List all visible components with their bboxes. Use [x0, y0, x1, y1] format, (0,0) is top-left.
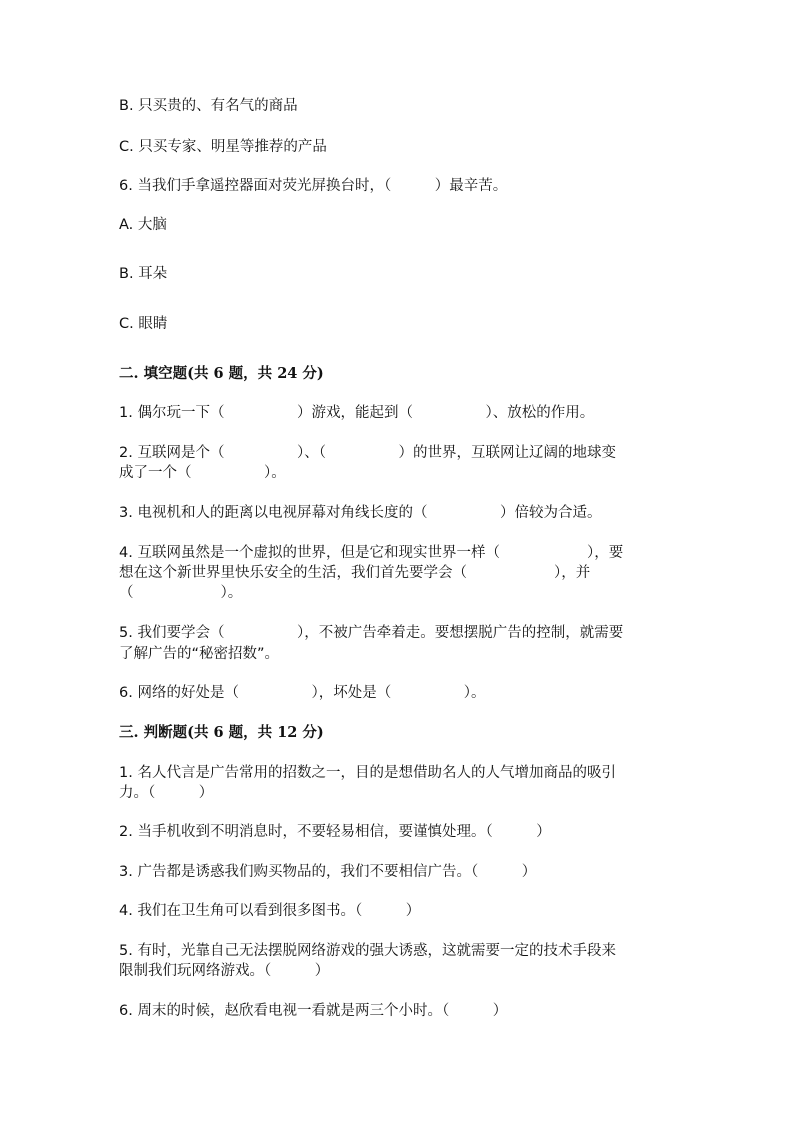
fill-blank-q4-line2: 想在这个新世界里快乐安全的生活，我们首先要学会（ ），并	[119, 565, 591, 581]
fill-blank-q1: 1. 偶尔玩一下（ ）游戏，能起到（ ）、放松的作用。	[119, 405, 595, 421]
fill-blank-q5-line2: 了解广告的“秘密招数”。	[119, 646, 280, 662]
fill-blank-q6: 6. 网络的好处是（ ），坏处是（ ）。	[119, 685, 486, 701]
fill-blank-q4-line3: （ ）。	[119, 585, 243, 601]
fill-blank-heading: 二. 填空题(共 6 题，共 24 分)	[119, 365, 324, 382]
fill-blank-q2-line1: 2. 互联网是个（ ）、（ ）的世界，互联网让辽阔的地球变	[119, 445, 616, 461]
choice-option-b: B. 只买贵的、有名气的商品	[119, 98, 298, 114]
true-false-q5-line2: 限制我们玩网络游戏。（ ）	[119, 963, 330, 979]
true-false-q1-line1: 1. 名人代言是广告常用的招数之一，目的是想借助名人的人气增加商品的吸引	[119, 765, 616, 781]
choice-q6-option-c: C. 眼睛	[119, 316, 168, 332]
choice-option-c: C. 只买专家、明星等推荐的产品	[119, 139, 327, 155]
fill-blank-q3: 3. 电视机和人的距离以电视屏幕对角线长度的（ ）倍较为合适。	[119, 505, 602, 521]
true-false-q5-line1: 5. 有时，光靠自己无法摆脱网络游戏的强大诱惑，这就需要一定的技术手段来	[119, 943, 616, 959]
true-false-q4: 4. 我们在卫生角可以看到很多图书。（ ）	[119, 903, 421, 919]
true-false-q1-line2: 力。（ ）	[119, 785, 214, 801]
choice-q6-stem: 6. 当我们手拿遥控器面对荧光屏换台时，（ ）最辛苦。	[119, 178, 508, 194]
true-false-q3: 3. 广告都是诱惑我们购买物品的，我们不要相信广告。（ ）	[119, 864, 537, 880]
fill-blank-q4-line1: 4. 互联网虽然是一个虚拟的世界，但是它和现实世界一样（ ），要	[119, 545, 624, 561]
choice-q6-option-b: B. 耳朵	[119, 266, 168, 282]
true-false-q6: 6. 周末的时候，赵欣看电视一看就是两三个小时。（ ）	[119, 1003, 508, 1019]
fill-blank-q5-line1: 5. 我们要学会（ ），不被广告牵着走。要想摆脱广告的控制，就需要	[119, 625, 624, 641]
true-false-heading: 三. 判断题(共 6 题，共 12 分)	[119, 724, 324, 741]
fill-blank-q2-line2: 成了一个（ ）。	[119, 465, 286, 481]
choice-q6-option-a: A. 大脑	[119, 217, 167, 233]
true-false-q2: 2. 当手机收到不明消息时，不要轻易相信，要谨慎处理。（ ）	[119, 824, 551, 840]
